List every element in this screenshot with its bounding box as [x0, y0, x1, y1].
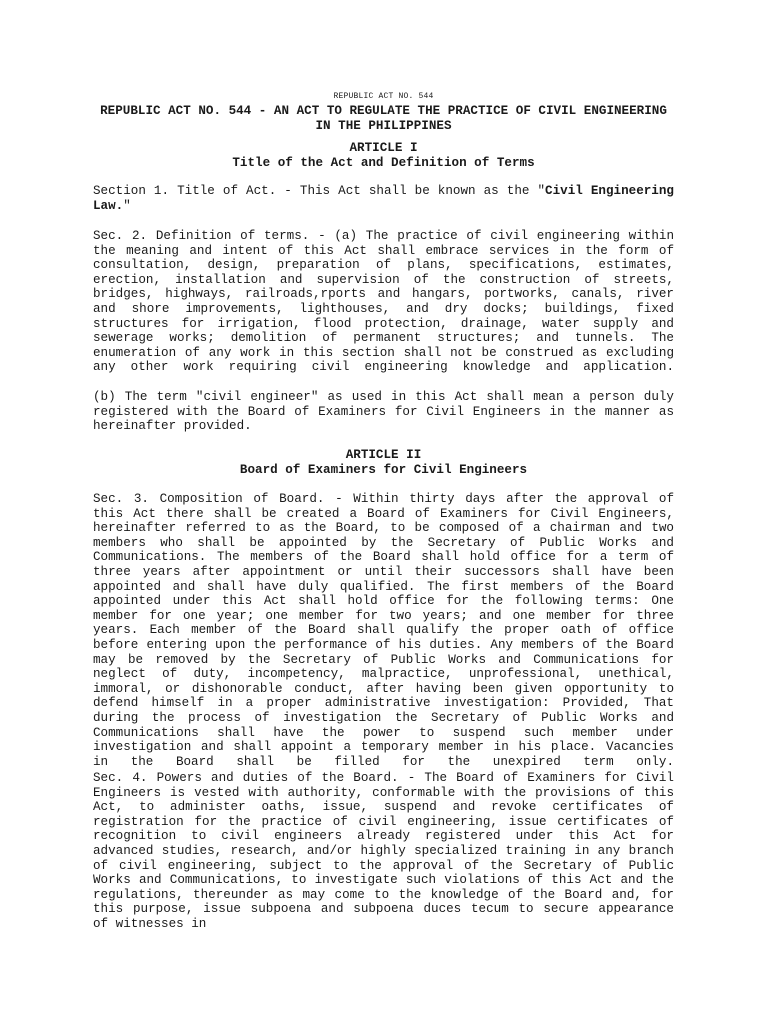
- section-2a: Sec. 2. Definition of terms. - (a) The practice of civil engineering within the meaning and intent of this Act shall embrace services in the form of consultation, design, preparation of plans, specifications, estimates, erection, installation and supervision of the construction of streets, bridges, highways, railroads,rports and hangars, portworks, canals, river and shore improvements, lighthouses, and dry docks; buildings, fixed structures for irrigation, flood protection, drainage, water supply and sewerage works; demolition of permanent structures; and tunnels. The enumeration of any work in this section shall not be construed as excluding any other work requiring civil engineering knowledge and application.: [93, 229, 674, 375]
- section-1-suffix: ": [123, 198, 131, 213]
- article-1-heading: [93, 141, 674, 171]
- article-2-heading: [93, 448, 674, 478]
- section-1-prefix: Section 1. Title of Act. - This Act shall be known as the ": [93, 184, 546, 198]
- section-4: Sec. 4. Powers and duties of the Board. - The Board of Examiners for Civil Engineers is vested with authority, conformable with the provisions of this Act, to administer oaths, issue, suspend and revoke certificates of registration for the practice of civil engineering, issue certificates of recognition to civil engineers already registered under this Act for advanced studies, research, and/or highly specialized training in any branch of civil engineering, subject to the approval of the Secretary of Public Works and Communications, to investigate such violations of this Act and the regulations, thereunder as may come to the knowledge of the Board and, for this purpose, issue subpoena and subpoena duces tecum to secure appearance of witnesses in: [93, 771, 674, 931]
- title-line-2: IN THE PHILIPPINES: [315, 119, 452, 133]
- article-2-number: ARTICLE II: [345, 448, 422, 462]
- section-1-law-name: Civil Engineering Law.: [93, 184, 674, 213]
- title-line-1: REPUBLIC ACT NO. 544 - AN ACT TO REGULATE THE PRACTICE OF CIVIL ENGINEERING: [100, 104, 667, 118]
- section-1: [93, 184, 674, 213]
- article-1-number: ARTICLE I: [349, 141, 418, 155]
- document-title: [93, 104, 674, 134]
- section-3: Sec. 3. Composition of Board. - Within thirty days after the approval of this Act there shall be created a Board of Examiners for Civil Engineers, hereinafter referred to as the Board, to be composed of a chairman and two members who shall be appointed by the Secretary of Public Works and Communications. The members of the Board shall hold office for a term of three years after appointment or until their successors shall have been appointed and shall have duly qualified. The first members of the Board appointed under this Act shall hold office for the following terms: One member for one year; one member for two years; and one member for three years. Each member of the Board shall qualify the proper oath of office before entering upon the performance of his duties. Any members of the Board may be removed by the Secretary of Public Works and Communications for neglect of duty, incompetency, malpractice, unprofessional, unethical, immoral, or dishonorable conduct, after having been given opportunity to defend himself in a proper administrative investigation: Provided, That during the process of investigation the Secretary of Public Works and Communications shall have the power to suspend such member under investigation and shall appoint a temporary member in his place. Vacancies in the Board shall be filled for the unexpired term only.: [93, 492, 674, 769]
- section-2b: (b) The term "civil engineer" as used in this Act shall mean a person duly registered with the Board of Examiners for Civil Engineers in the manner as hereinafter provided.: [93, 390, 674, 434]
- running-header: REPUBLIC ACT NO. 544: [333, 92, 434, 101]
- article-2-title: Board of Examiners for Civil Engineers: [239, 463, 528, 477]
- article-1-title: Title of the Act and Definition of Terms: [232, 156, 535, 170]
